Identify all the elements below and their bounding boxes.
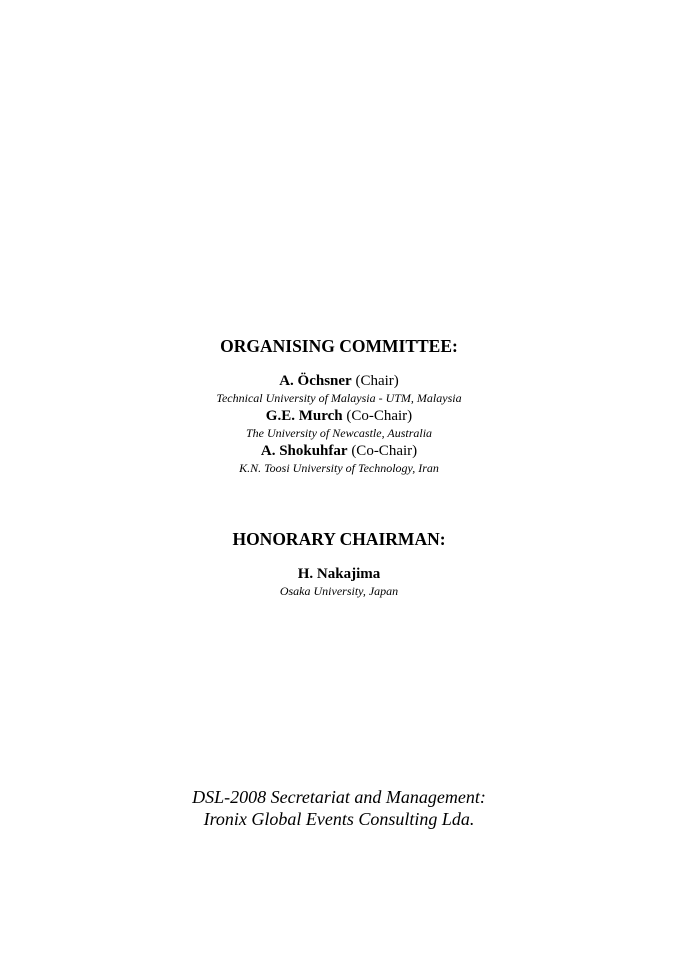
committee-member-co-chair [0,407,678,425]
secretariat-line: DSL-2008 Secretariat and Management: [192,787,486,807]
honorary-chairman-heading: HONORARY CHAIRMAN: [232,529,446,549]
member-name: G.E. Murch [265,408,343,424]
honorary-chairman [0,565,678,583]
member-name: A. Öchsner [279,373,352,389]
secretariat-footer [0,786,678,830]
member-role: (Chair) [355,373,399,389]
member-affiliation: Osaka University, Japan [279,584,399,598]
committee-member-chair [0,372,678,390]
management-company-line: Ironix Global Events Consulting Lda. [203,809,475,829]
committee-member-co-chair [0,442,678,460]
member-name: H. Nakajima [297,566,381,582]
honorary-chairman-section [0,529,678,600]
member-affiliation: K.N. Toosi University of Technology, Iran [239,461,439,475]
member-role: (Co-Chair) [351,443,418,459]
member-role: (Co-Chair) [346,408,413,424]
member-affiliation: The University of Newcastle, Australia [245,426,433,440]
member-affiliation: Technical University of Malaysia - UTM, Malaysia [216,391,462,405]
organising-committee-section [0,336,678,477]
member-name: A. Shokuhfar [260,443,348,459]
organising-committee-heading: ORGANISING COMMITTEE: [220,336,458,356]
